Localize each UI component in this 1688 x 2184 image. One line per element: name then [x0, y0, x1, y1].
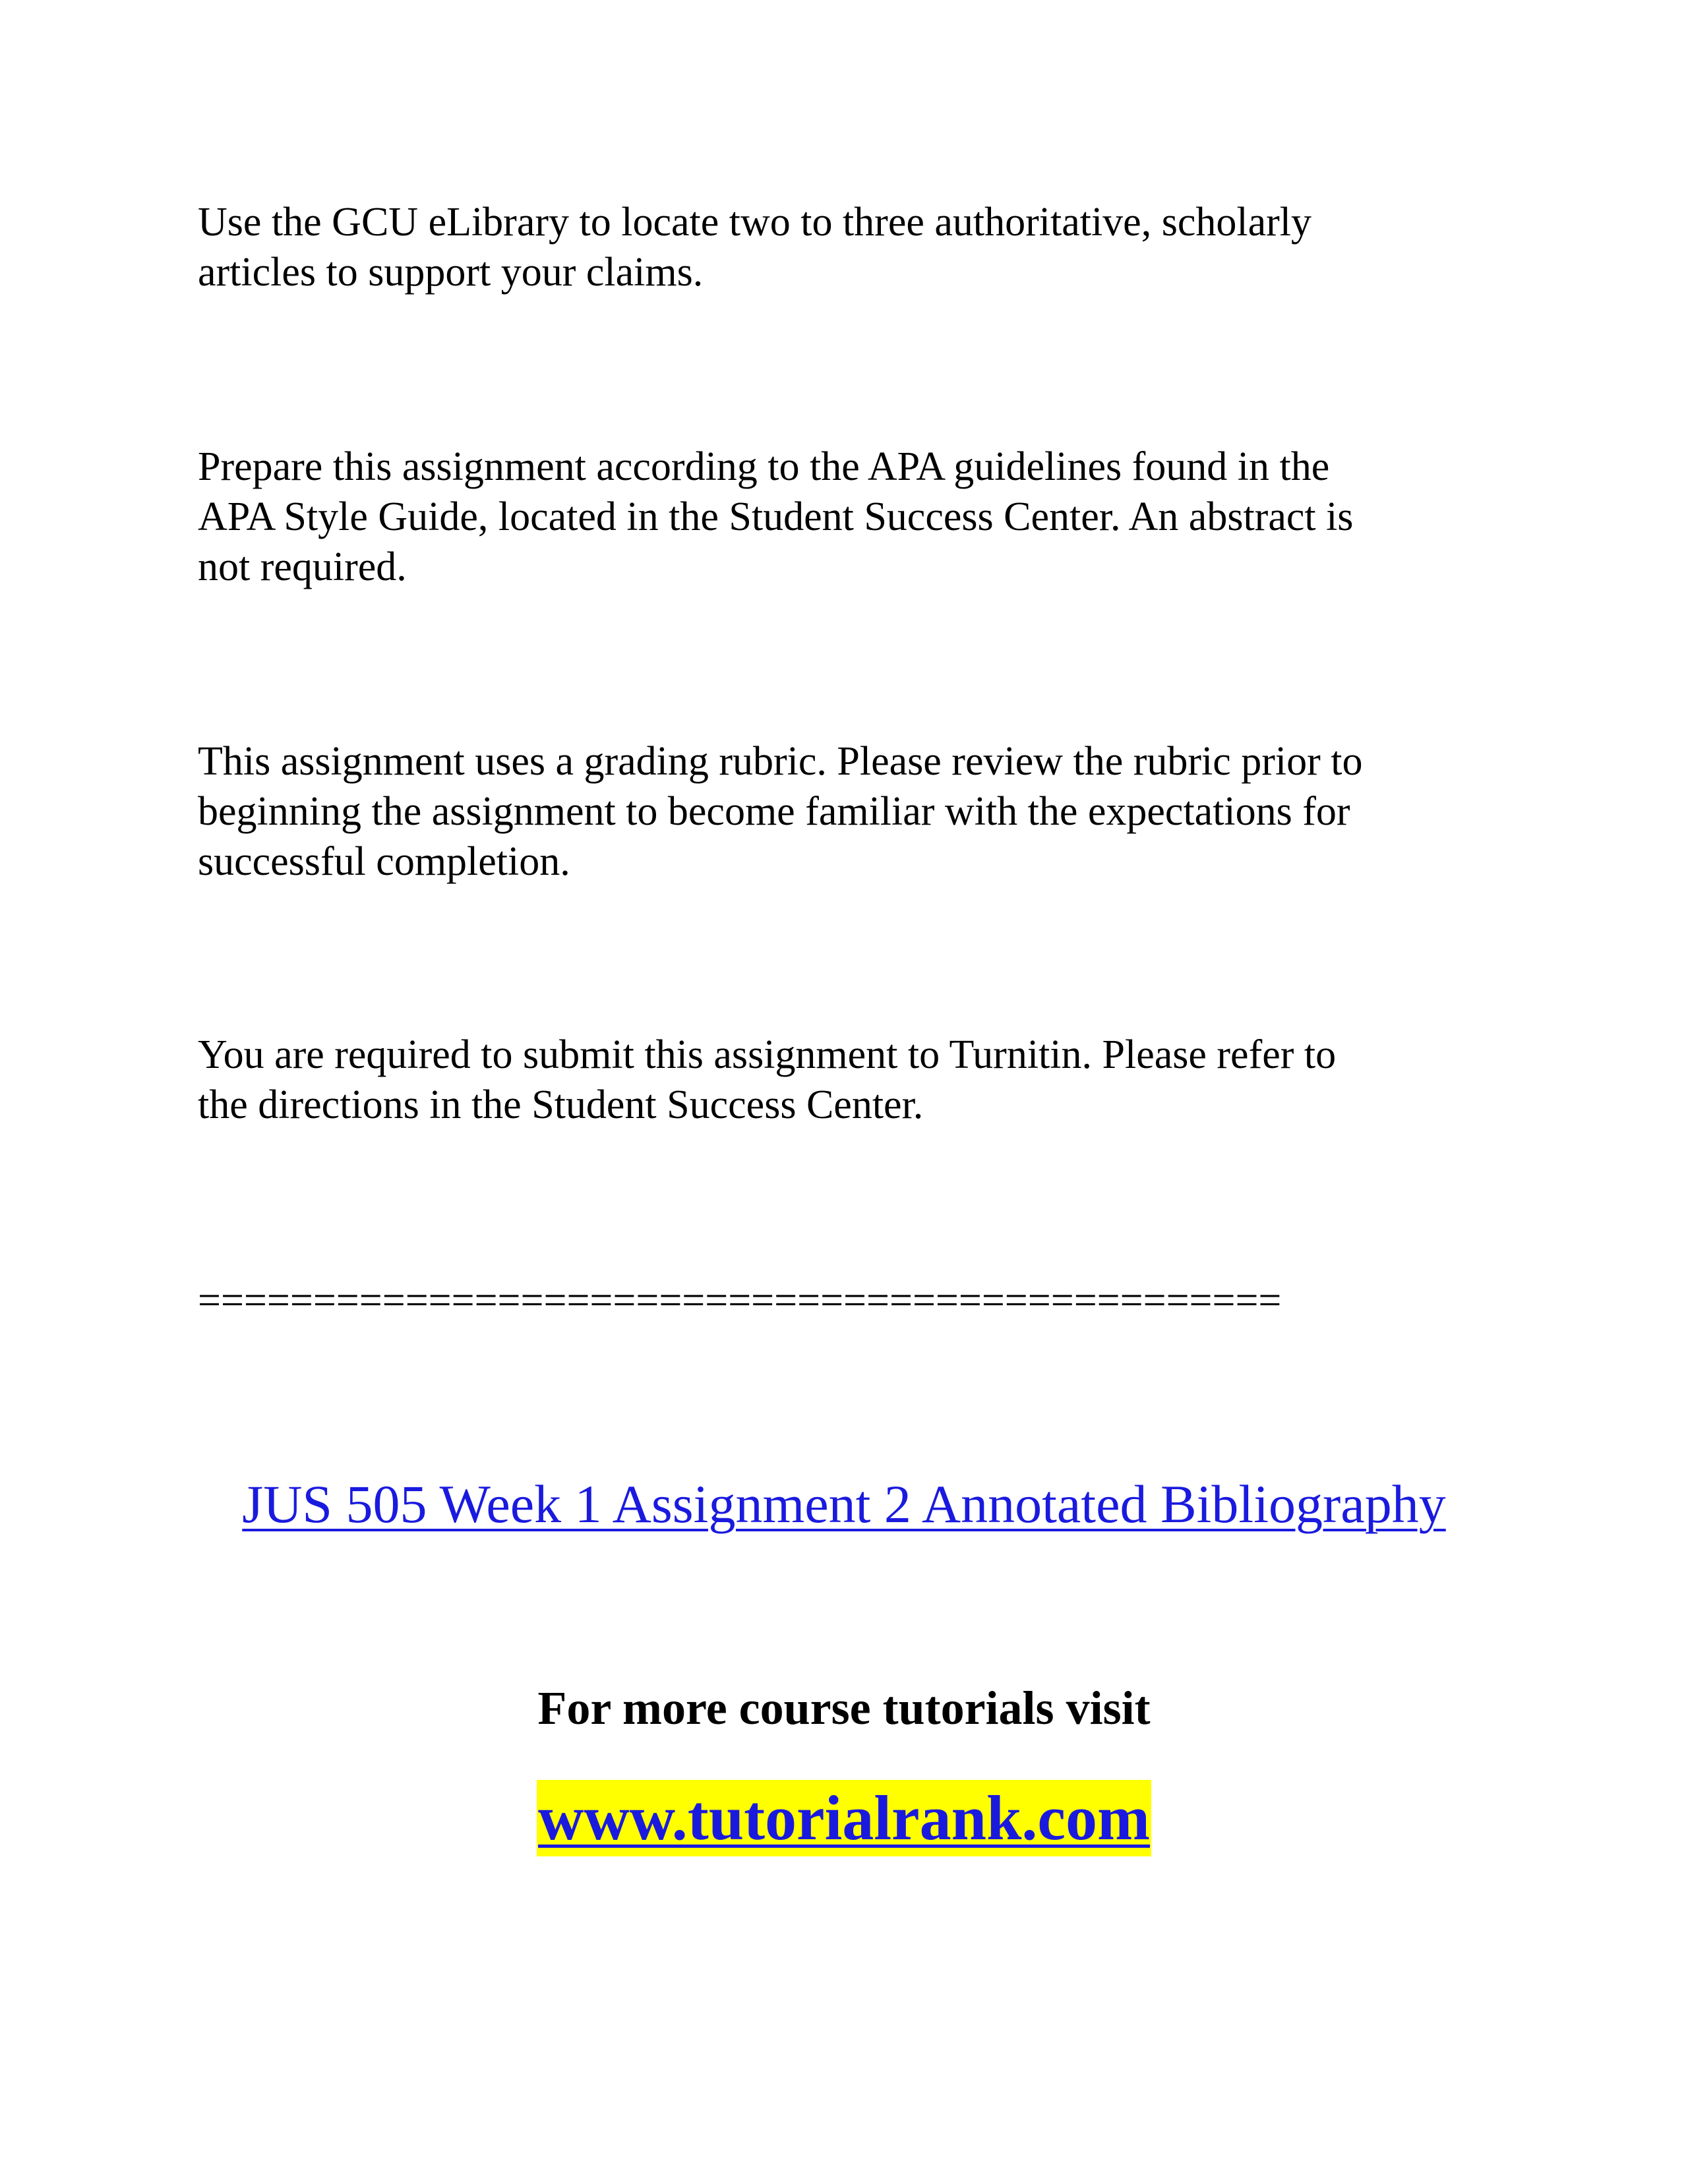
paragraph-line: beginning the assignment to become familiar with the expectations for: [198, 789, 1350, 834]
paragraph-line: Use the GCU eLibrary to locate two to three authoritative, scholarly: [198, 200, 1311, 245]
course-title-link[interactable]: JUS 505 Week 1 Assignment 2 Annotated Bibliography: [242, 1474, 1446, 1534]
paragraph-line: not required.: [198, 545, 407, 589]
more-tutorials-heading: For more course tutorials visit: [537, 1682, 1151, 1734]
paragraph-line: Prepare this assignment according to the APA guidelines found in the: [198, 444, 1330, 489]
paragraph-line: APA Style Guide, located in the Student Success Center. An abstract is: [198, 494, 1354, 539]
separator-line: ===============================================: [198, 1278, 1282, 1323]
paragraph-apa: [198, 442, 1517, 592]
paragraph-line: This assignment uses a grading rubric. Please review the rubric prior to: [198, 739, 1363, 784]
paragraph-line: articles to support your claims.: [198, 250, 704, 295]
paragraph-line: successful completion.: [198, 839, 570, 884]
paragraph-turnitin: [198, 1030, 1517, 1130]
paragraph-line: the directions in the Student Success Center.: [198, 1082, 924, 1127]
paragraph-rubric: [198, 736, 1517, 887]
website-link[interactable]: www.tutorialrank.com: [537, 1780, 1151, 1856]
paragraph-line: You are required to submit this assignment to Turnitin. Please refer to: [198, 1032, 1337, 1077]
website-container: [0, 1780, 1688, 1856]
paragraph-elibrary: [198, 197, 1517, 297]
